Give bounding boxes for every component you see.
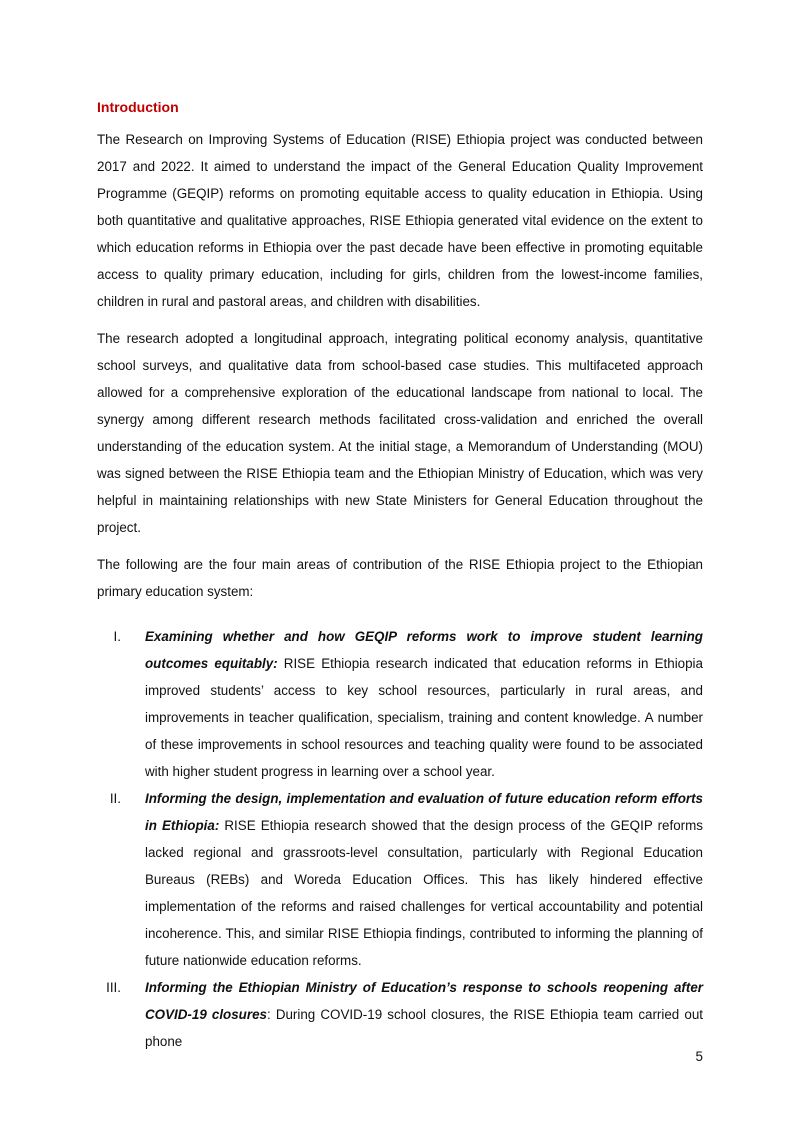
list-item-number: III. bbox=[106, 980, 121, 995]
list-item bbox=[97, 623, 703, 785]
list-item bbox=[97, 785, 703, 974]
list-item-lead: Informing the Ethiopian Ministry of Education’s response to schools reopening after COVID-19 closures bbox=[145, 980, 703, 1022]
list-item-text: : During COVID-19 school closures, the RISE Ethiopia team carried out phone bbox=[145, 1007, 703, 1049]
list-item-number: I. bbox=[113, 629, 121, 644]
list-item-text: RISE Ethiopia research indicated that education reforms in Ethiopia improved students’ access to key school resources, particularly in rural areas, and improvements in teacher qualification, specialism, training and content knowledge. A number of these improvements in school resources and teaching quality were found to be associated with higher student progress in learning over a school year. bbox=[145, 656, 703, 779]
contribution-list bbox=[97, 623, 703, 1055]
paragraph-3: The following are the four main areas of contribution of the RISE Ethiopia project to the Ethiopian primary education system: bbox=[97, 557, 703, 599]
document-page bbox=[97, 97, 703, 1055]
list-item-text: RISE Ethiopia research showed that the design process of the GEQIP reforms lacked regional and grassroots-level consultation, particularly with Regional Education Bureaus (REBs) and Woreda Education Offices. This has likely hindered effective implementation of the reforms and raised challenges for vertical accountability and potential incoherence. This, and similar RISE Ethiopia findings, contributed to informing the planning of future nationwide education reforms. bbox=[145, 818, 703, 968]
paragraph-2: The research adopted a longitudinal approach, integrating political economy analysis, quantitative school surveys, and qualitative data from school-based case studies. This multifaceted approach allowed for a comprehensive exploration of the educational landscape from national to local. The synergy among different research methods facilitated cross-validation and enriched the overall understanding of the education system. At the initial stage, a Memorandum of Understanding (MOU) was signed between the RISE Ethiopia team and the Ethiopian Ministry of Education, which was very helpful in maintaining relationships with new State Ministers for General Education throughout the project. bbox=[97, 331, 703, 535]
paragraph-1: The Research on Improving Systems of Education (RISE) Ethiopia project was conducted between 2017 and 2022. It aimed to understand the impact of the General Education Quality Improvement Programme (GEQIP) reforms on promoting equitable access to quality education in Ethiopia. Using both quantitative and qualitative approaches, RISE Ethiopia generated vital evidence on the extent to which education reforms in Ethiopia over the past decade have been effective in promoting equitable access to quality primary education, including for girls, children from the lowest-income families, children in rural and pastoral areas, and children with disabilities. bbox=[97, 132, 703, 309]
list-item-number: II. bbox=[109, 791, 121, 806]
list-item bbox=[97, 974, 703, 1055]
list-item-lead: Informing the design, implementation and evaluation of future education reform efforts in Ethiopia: bbox=[145, 791, 703, 833]
section-heading: Introduction bbox=[97, 99, 179, 115]
list-item-lead: Examining whether and how GEQIP reforms work to improve student learning outcomes equitably: bbox=[145, 629, 703, 671]
page-number: 5 bbox=[695, 1049, 703, 1064]
